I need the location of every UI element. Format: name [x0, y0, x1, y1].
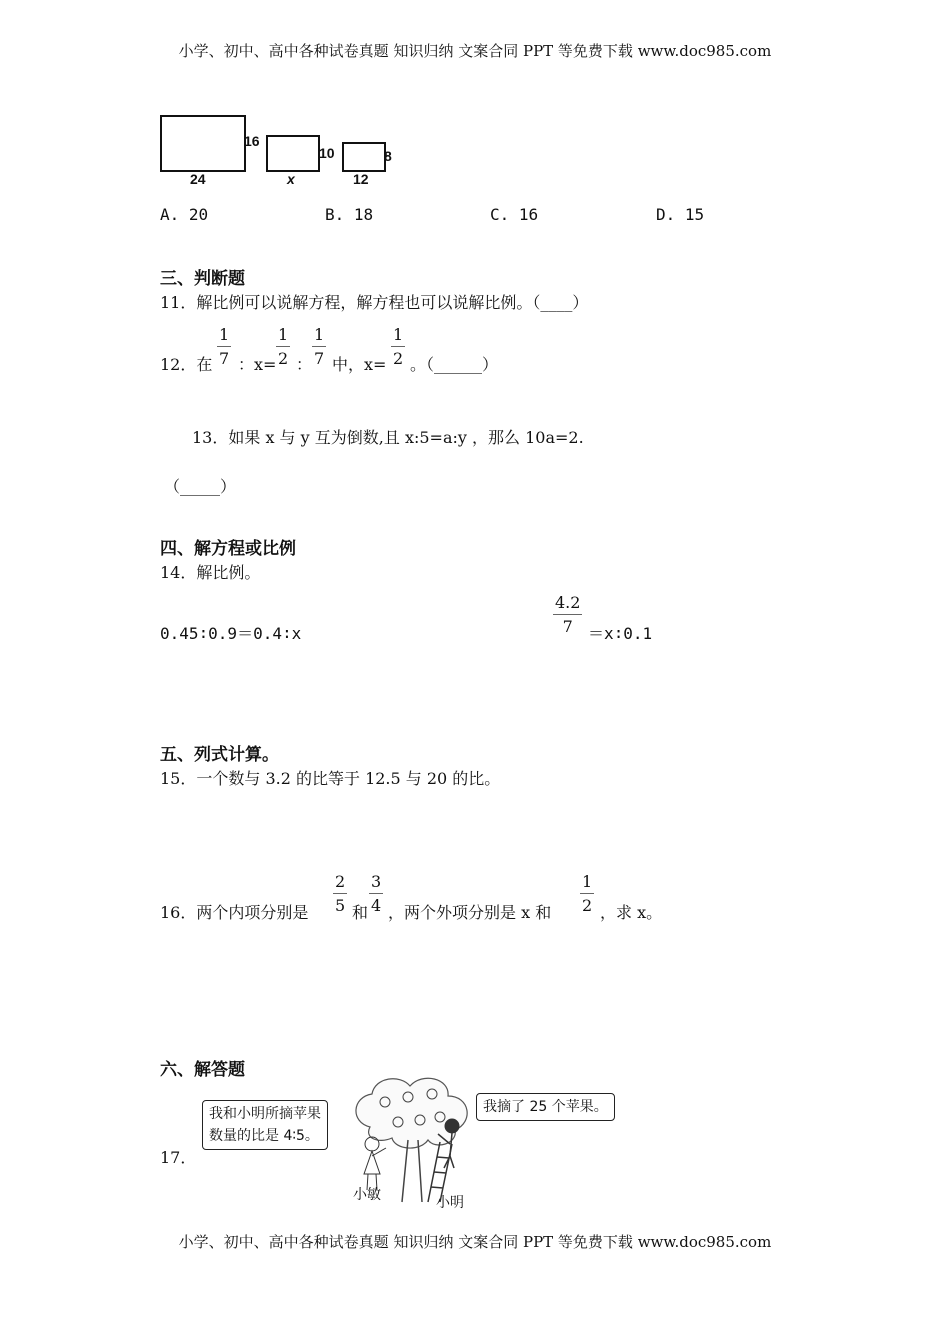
q12-ratio-1	[238, 352, 276, 375]
q12-colon-2: ：	[296, 355, 313, 374]
eq2-denominator: 7	[562, 617, 573, 636]
q12-f1-numerator: 1	[217, 326, 231, 347]
section4-title: 四、解方程或比例	[160, 539, 296, 559]
rectangle-large	[160, 115, 246, 172]
q16-f1-denominator: 5	[335, 896, 346, 915]
rect3-height-label: 8	[384, 148, 392, 164]
q16-f1-numerator: 2	[333, 873, 347, 894]
option-d: D. 15	[656, 205, 705, 224]
bubble-left-line-2: 数量的比是 4∶5。	[209, 1128, 319, 1144]
question-11: 11．解比例可以说解方程，解方程也可以说解比例。（____）	[160, 293, 589, 312]
speech-bubble-left	[202, 1100, 328, 1150]
q16-suffix: ，求 x。	[600, 903, 663, 922]
equation-1: 0.45∶0.9＝0.4∶x	[160, 624, 302, 643]
q16-f3-denominator: 2	[582, 896, 593, 915]
q12-f3-denominator: 7	[314, 349, 325, 368]
q12-f4-numerator: 1	[391, 326, 405, 347]
q12-fraction-2	[276, 326, 290, 368]
q12-f4-denominator: 2	[393, 349, 404, 368]
option-a: A. 20	[160, 205, 209, 224]
q12-fraction-1	[217, 326, 231, 368]
page-footer: 小学、初中、高中各种试卷真题 知识归纳 文案合同 PPT 等免费下载 www.doc985.com	[178, 1233, 772, 1251]
q12-colon-1: ：x=	[238, 355, 277, 374]
q16-fraction-1	[333, 873, 347, 915]
section3-title: 三、判断题	[160, 269, 245, 289]
rect2-height-label: 10	[319, 145, 335, 161]
q12-f3-numerator: 1	[312, 326, 326, 347]
rect1-height-label: 16	[244, 133, 260, 149]
section6-title: 六、解答题	[160, 1060, 245, 1080]
q16-fraction-2	[369, 873, 383, 915]
q16-mid: ，两个外项分别是 x 和	[388, 903, 552, 922]
rect2-width-label: x	[287, 171, 295, 187]
eq2-numerator: 4.2	[553, 594, 582, 615]
equation-2-fraction	[553, 594, 582, 636]
q12-f2-denominator: 2	[278, 349, 289, 368]
q12-fraction-4	[391, 326, 405, 368]
q16-fraction-3	[580, 873, 594, 915]
q16-and: 和	[352, 903, 369, 922]
q16-f3-numerator: 1	[580, 873, 594, 894]
q12-f1-denominator: 7	[219, 349, 230, 368]
question-15: 15．一个数与 3.2 的比等于 12.5 与 20 的比。	[160, 769, 501, 788]
q12-suffix: 。（______）	[410, 355, 499, 374]
page-header: 小学、初中、高中各种试卷真题 知识归纳 文案合同 PPT 等免费下载 www.doc985.com	[178, 42, 772, 60]
character-name-left: 小敏	[353, 1186, 381, 1202]
rect3-width-label: 12	[353, 171, 369, 187]
speech-bubble-right: 我摘了 25 个苹果。	[476, 1093, 615, 1121]
option-b: B. 18	[325, 205, 374, 224]
rect1-width-label: 24	[190, 171, 206, 187]
section5-title: 五、列式计算。	[160, 745, 279, 765]
q12-prefix: 12．在	[160, 355, 213, 374]
q12-mid: 中，x=	[332, 355, 387, 374]
q12-f2-numerator: 1	[276, 326, 290, 347]
bubble-left-line-1: 我和小明所摘苹果	[209, 1106, 321, 1122]
question-17: 17．	[160, 1148, 197, 1167]
character-name-right: 小明	[436, 1194, 464, 1210]
equation-2-rest: ＝x∶0.1	[588, 624, 653, 643]
q16-f2-denominator: 4	[371, 896, 382, 915]
rectangle-medium	[266, 135, 320, 172]
q16-prefix: 16．两个内项分别是	[160, 903, 309, 922]
question-13-answer-blank: （_____）	[164, 477, 237, 496]
q12-fraction-3	[312, 326, 326, 368]
question-14: 14．解比例。	[160, 563, 261, 582]
q16-f2-numerator: 3	[369, 873, 383, 894]
option-c: C. 16	[490, 205, 539, 224]
question-13: 13．如果 x 与 y 互为倒数,且 x:5=a:y ，那么 10a=2.	[192, 428, 584, 447]
rectangle-small	[342, 142, 386, 172]
